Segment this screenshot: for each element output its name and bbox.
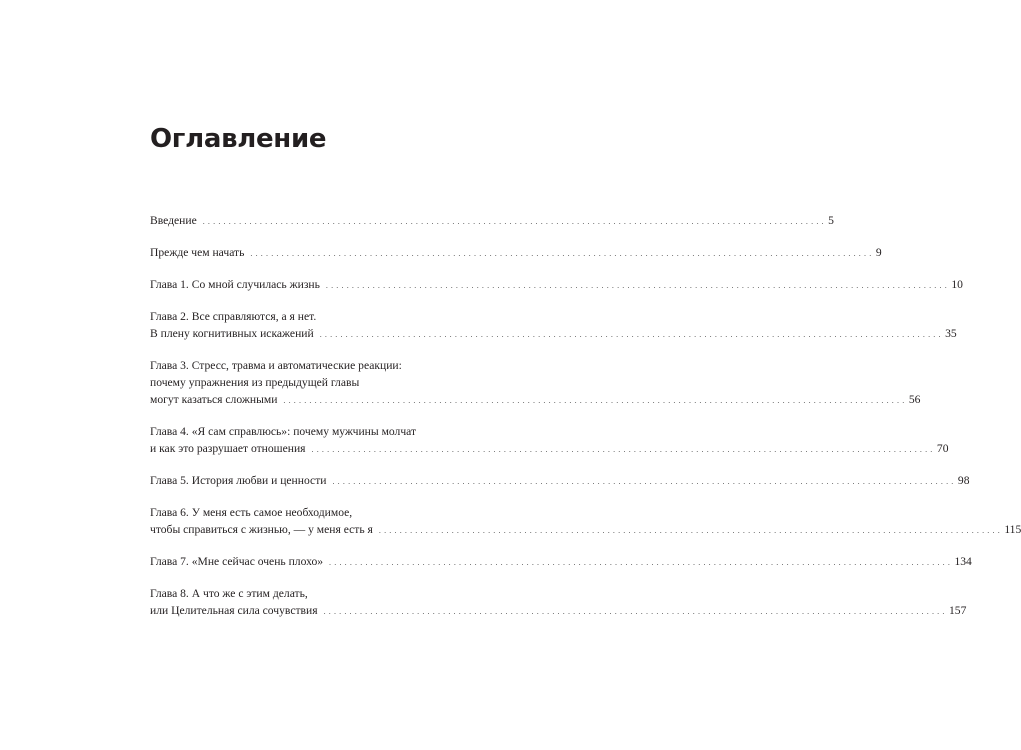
toc-entry[interactable] [150,504,1021,538]
toc-page-number: 35 [945,327,957,340]
toc-entry[interactable] [150,553,972,570]
toc-entry-title-line: Глава 3. Стресс, травма и автоматические реакции: [150,359,402,372]
toc-entry-title-line: Прежде чем начать [150,246,245,259]
dot-leader: . . . . . . . . . . . . . . . . . . . . . . . . . . . . . . . . . . . . . . . . . . . . . . . . . . . . . . . . . . . . . . . . . . . . . . . . . . . . . . . . . . . . . . . . . . . . . . . . . . . . . . . . . . . . . . . . . . . . . . . . [250,249,872,258]
dot-leader: . . . . . . . . . . . . . . . . . . . . . . . . . . . . . . . . . . . . . . . . . . . . . . . . . . . . . . . . . . . . . . . . . . . . . . . . . . . . . . . . . . . . . . . . . . . . . . . . . . . . . . . . . . . . . . . . . . . . . . . . [325,281,948,290]
toc-entry-title-line: могут казаться сложными [150,393,278,406]
toc-page-number: 10 [951,278,963,291]
toc-entry-title-line: или Целительная сила сочувствия [150,604,318,617]
toc-page-number: 70 [936,442,949,455]
toc-page-number: 98 [957,474,970,487]
toc-page-number: 115 [1004,523,1021,536]
toc-entry-title-line: Глава 2. Все справляются, а я нет. [150,310,317,323]
toc-entry[interactable] [150,244,882,261]
table-of-contents [150,212,1021,619]
toc-entry[interactable] [150,423,949,457]
toc-entry-title-line: Глава 8. А что же с этим делать, [150,587,308,600]
toc-entry[interactable] [150,472,970,489]
toc-page-number: 134 [954,555,972,568]
toc-entry-title-line: Глава 7. «Мне сейчас очень плохо» [150,555,324,568]
toc-entry-title-line: и как это разрушает отношения [150,442,306,455]
toc-entry-title-line: Введение [150,214,197,227]
dot-leader: . . . . . . . . . . . . . . . . . . . . . . . . . . . . . . . . . . . . . . . . . . . . . . . . . . . . . . . . . . . . . . . . . . . . . . . . . . . . . . . . . . . . . . . . . . . . . . . . . . . . . . . . . . . . . . . . . . . . . . . . [319,330,942,339]
toc-page-number: 5 [828,214,834,227]
dot-leader: . . . . . . . . . . . . . . . . . . . . . . . . . . . . . . . . . . . . . . . . . . . . . . . . . . . . . . . . . . . . . . . . . . . . . . . . . . . . . . . . . . . . . . . . . . . . . . . . . . . . . . . . . . . . . . . . . . . . . . . . [202,217,825,226]
toc-entry[interactable] [150,212,834,229]
toc-entry-title-line: почему упражнения из предыдущей главы [150,376,360,389]
toc-page-number: 157 [948,604,967,617]
toc-entry[interactable] [150,276,963,293]
dot-leader: . . . . . . . . . . . . . . . . . . . . . . . . . . . . . . . . . . . . . . . . . . . . . . . . . . . . . . . . . . . . . . . . . . . . . . . . . . . . . . . . . . . . . . . . . . . . . . . . . . . . . . . . . . . . . . . . . . . . . . . . [323,607,945,616]
dot-leader: . . . . . . . . . . . . . . . . . . . . . . . . . . . . . . . . . . . . . . . . . . . . . . . . . . . . . . . . . . . . . . . . . . . . . . . . . . . . . . . . . . . . . . . . . . . . . . . . . . . . . . . . . . . . . . . . . . . . . . . . [311,445,933,454]
toc-entry-title-line: Глава 5. История любви и ценности [150,474,327,487]
page-title: Оглавление [150,124,327,154]
dot-leader: . . . . . . . . . . . . . . . . . . . . . . . . . . . . . . . . . . . . . . . . . . . . . . . . . . . . . . . . . . . . . . . . . . . . . . . . . . . . . . . . . . . . . . . . . . . . . . . . . . . . . . . . . . . . . . . . . . . . . . . . [329,558,951,567]
toc-entry[interactable] [150,357,921,408]
toc-entry-title-line: В плену когнитивных искажений [150,327,314,340]
toc-entry[interactable] [150,585,967,619]
toc-entry-title-line: чтобы справиться с жизнью, — у меня есть я [150,523,373,536]
toc-entry-title-line: Глава 1. Со мной случилась жизнь [150,278,320,291]
dot-leader: . . . . . . . . . . . . . . . . . . . . . . . . . . . . . . . . . . . . . . . . . . . . . . . . . . . . . . . . . . . . . . . . . . . . . . . . . . . . . . . . . . . . . . . . . . . . . . . . . . . . . . . . . . . . . . . . . . . . . . . . [332,477,954,486]
dot-leader: . . . . . . . . . . . . . . . . . . . . . . . . . . . . . . . . . . . . . . . . . . . . . . . . . . . . . . . . . . . . . . . . . . . . . . . . . . . . . . . . . . . . . . . . . . . . . . . . . . . . . . . . . . . . . . . . . . . . . . . . [283,396,905,405]
toc-entry-title-line: Глава 4. «Я сам справлюсь»: почему мужчины молчат [150,425,417,438]
toc-page-number: 56 [908,393,921,406]
toc-entry-title-line: Глава 6. У меня есть самое необходимое, [150,506,353,519]
toc-page-number: 9 [875,246,882,259]
toc-entry[interactable] [150,308,957,342]
dot-leader: . . . . . . . . . . . . . . . . . . . . . . . . . . . . . . . . . . . . . . . . . . . . . . . . . . . . . . . . . . . . . . . . . . . . . . . . . . . . . . . . . . . . . . . . . . . . . . . . . . . . . . . . . . . . . . . . . . . . . . . . [378,526,1001,535]
